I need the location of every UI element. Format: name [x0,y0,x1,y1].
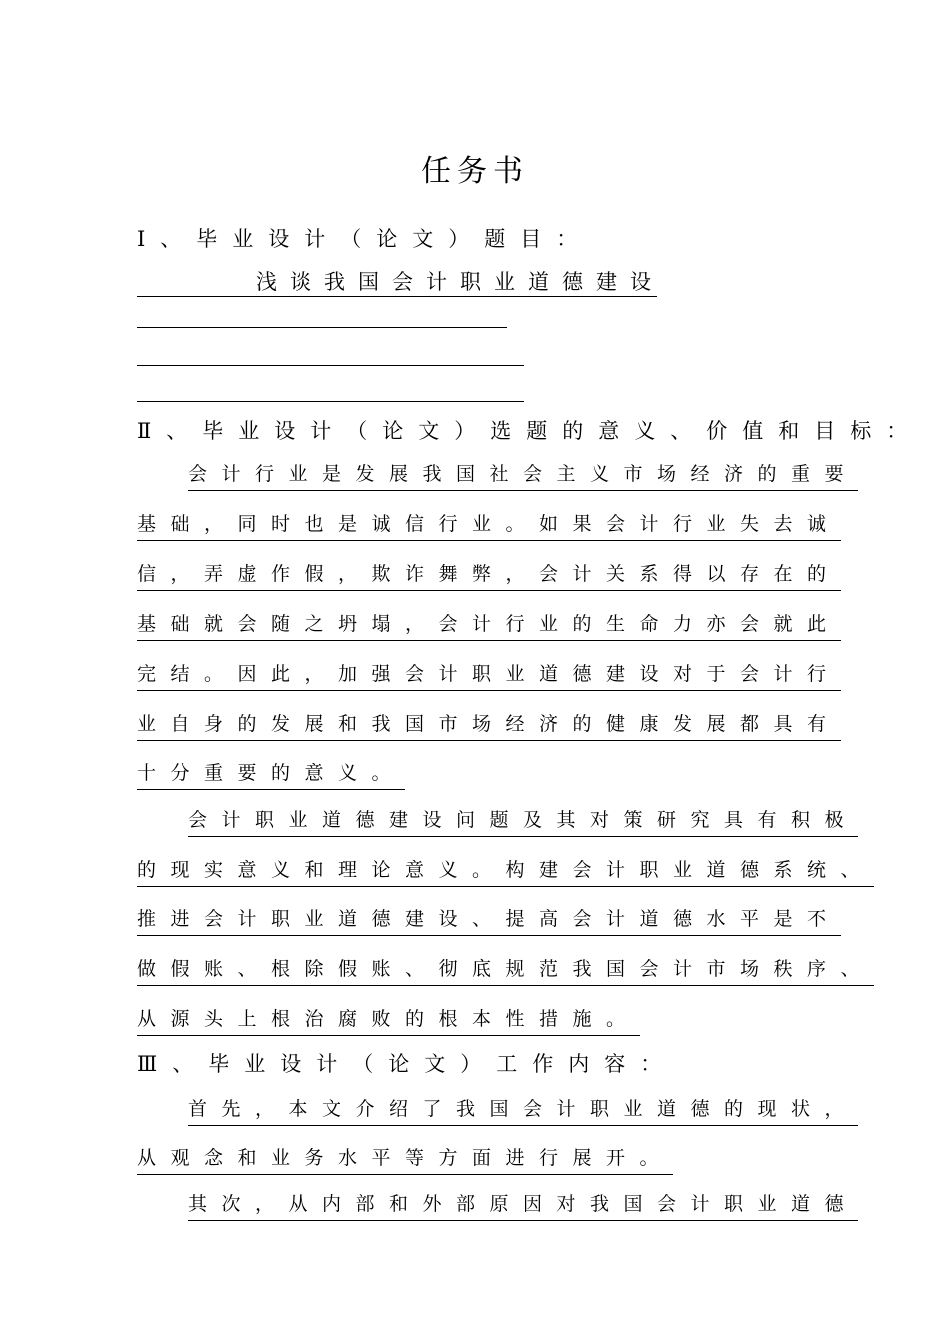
paragraph-line: 其次，从内部和外部原因对我国会计职业道德 [188,1191,858,1221]
paragraph-line: 会计职业道德建设问题及其对策研究具有积极 [188,807,858,837]
paragraph-line: 从源头上根治腐败的根本性措施。 [137,1006,640,1036]
thesis-topic: 浅谈我国会计职业道德建设 [256,270,664,294]
paragraph-line: 基础，同时也是诚信行业。如果会计行业失去诚 [137,511,841,541]
paragraph-line: 的现实意义和理论意义。构建会计职业道德系统、 [137,857,874,887]
paragraph-line: 做假账、根除假账、彻底规范我国会计市场秩序、 [137,956,874,986]
document-title: 任务书 [421,154,529,189]
paragraph-line: 信，弄虚作假，欺诈舞弊，会计关系得以存在的 [137,561,841,591]
blank-line-2 [137,365,524,366]
paragraph-line: 业自身的发展和我国市场经济的健康发展都具有 [137,711,841,741]
blank-line-1 [137,327,507,328]
paragraph-line: 首先，本文介绍了我国会计职业道德的现状， [188,1096,858,1126]
paragraph-line: 十分重要的意义。 [137,760,405,790]
paragraph-line: 会计行业是发展我国社会主义市场经济的重要 [188,461,858,491]
paragraph-line: 推进会计职业道德建设、提高会计道德水平是不 [137,906,841,936]
paragraph-line: 完结。因此，加强会计职业道德建设对于会计行 [137,661,841,691]
thesis-topic-line [137,268,664,297]
section-3-heading: Ⅲ、毕业设计（论文）工作内容： [137,1052,677,1076]
paragraph-line: 基础就会随之坍塌，会计行业的生命力亦会就此 [137,611,841,641]
paragraph-line: 从观念和业务水平等方面进行展开。 [137,1145,673,1175]
section-2-heading: Ⅱ、毕业设计（论文）选题的意义、价值和目标： [137,419,923,443]
blank-line-3 [137,401,524,402]
section-1-heading: Ⅰ、毕业设计（论文）题目： [137,227,593,251]
